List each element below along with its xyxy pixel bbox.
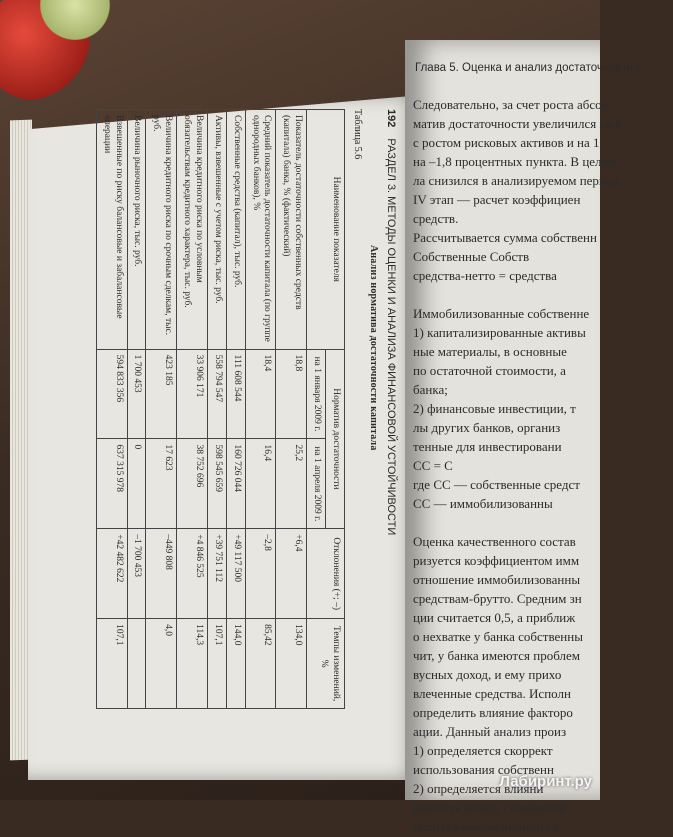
row-name: Показатель достаточности собственных средств (капитала) банка, % (фактический) [276,110,307,350]
value-jan: 423 185 [146,349,177,439]
text-line: ризуется коэффициентом имм [413,553,580,568]
value-jan: 18,8 [276,349,307,439]
value-jan: 18,4 [245,349,276,439]
text-line: отношение иммобилизованны [413,572,581,587]
value-deviation: –2,8 [245,529,276,619]
left-page-content [45,95,405,735]
table-row [96,110,127,709]
text-line: использования собственн [413,762,554,777]
value-deviation: –1 700 453 [127,529,146,619]
value-apr: 17 623 [146,439,177,529]
text-line: лы других банков, организ [413,420,561,435]
page-number: 192 [385,109,397,128]
header-apr: на 1 апреля 2009 г. [307,439,326,529]
value-apr: 637 315 978 [96,439,127,529]
value-rate: 85,42 [245,619,276,709]
header-group: Норматив достаточности [326,349,345,529]
value-apr: 38 752 696 [177,439,208,529]
text-line: о нехватке у банка собственны [413,629,583,644]
table-row [276,110,307,709]
value-jan: 33 906 171 [177,349,208,439]
right-page-text [413,96,673,837]
text-line: СС = С [413,458,453,473]
header-jan: на 1 января 2009 г. [307,349,326,439]
table-row [245,110,276,709]
text-line: Рассчитывается сумма собственн [413,230,597,245]
left-running-header [385,109,397,535]
table-row [226,110,245,709]
value-rate: 4,0 [146,619,177,709]
row-name: Величина кредитного риска по условным обязательствам кредитного характера, тыс. руб. [177,110,208,350]
value-rate [127,619,146,709]
table-number: Таблица 5.6 [352,109,363,160]
table-row [208,110,227,709]
table-body [96,110,306,709]
table-header-row [326,110,345,709]
text-line: банка; [413,382,448,397]
value-deviation: +39 751 112 [208,529,227,619]
value-jan: 558 794 547 [208,349,227,439]
text-line: средствам-брутто. Средним зн [413,591,582,606]
text-line: ции считается 0,5, а приближ [413,610,576,625]
text-line: определить влияние факторо [413,705,573,720]
header-deviation: Отклонения (+; –) [307,529,345,619]
value-jan: 594 833 356 [96,349,127,439]
text-line: на –1,8 процентных пункта. В целом [413,154,617,169]
text-line: ации. Данный анализ произ [413,724,567,739]
value-jan: 1 700 453 [127,349,146,439]
row-name: Величина рыночного риска, тыс. руб. [127,110,146,350]
table-row [177,110,208,709]
value-rate: 134,0 [276,619,307,709]
text-line: чит, у банка имеются проблем [413,648,580,663]
text-line: Оценка качественного состав [413,534,576,549]
row-name: Средний показатель достаточности капитала (по группе однородных банков), % [245,110,276,350]
value-apr: 25,2 [276,439,307,529]
text-line: средства-нетто = средства [413,268,557,283]
section-title: РАЗДЕЛ 3. МЕТОДЫ ОЦЕНКИ И АНАЛИЗА ФИНАНСОВОЙ УСТОЙЧИВОСТИ [385,138,397,536]
text-line: средств. [413,211,459,226]
text-line: где СС — собственные средст [413,477,580,492]
value-rate: 107,1 [96,619,127,709]
row-name: Активы, взвешенные с учетом риска, тыс. руб. [208,110,227,350]
right-running-header: Глава 5. Оценка и анализ достаточности с [415,62,642,74]
text-line: матив достаточности увеличился на 8 [413,116,622,131]
text-line: IV этап — расчет коэффициен [413,192,581,207]
table-row [127,110,146,709]
header-rate: Темпы изменений, % [307,619,345,709]
text-line: вусных доход, и ему прихо [413,667,562,682]
value-rate: 107,1 [208,619,227,709]
value-apr: 0 [127,439,146,529]
text-line: влеченные средства. Исполн [413,686,571,701]
text-line: 1) определяется скоррект [413,743,553,758]
header-name: Наименование показателя [307,110,345,350]
text-line: 2) финансовые инвестиции, т [413,401,576,416]
text-line: с ростом рисковых активов и на 1, [413,135,603,150]
text-line: циента иммобилизации на [413,819,560,834]
row-name: Взвешенные по риску балансовые и забалансовые операции [96,110,127,350]
text-line: СС — иммобилизованны [413,496,553,511]
value-apr: 16,4 [245,439,276,529]
text-line [413,286,673,305]
value-deviation: +6,4 [276,529,307,619]
value-rate: 114,3 [177,619,208,709]
table-row [146,110,177,709]
value-apr: 598 545 659 [208,439,227,529]
text-line: разность между скорректир [413,800,567,815]
text-line: 1) капитализированные активы [413,325,586,340]
text-line: по остаточной стоимости, а [413,363,566,378]
value-deviation: +4 846 525 [177,529,208,619]
text-line: ла снизился в анализируемом период [413,173,619,188]
capital-adequacy-table [96,109,345,709]
watermark: Лабиринт.ру [499,773,592,790]
row-name: Величина кредитного риска по срочным сделкам, тыс. руб. [146,110,177,350]
text-line: тенные для инвестировани [413,439,562,454]
text-line: 2) определяется влияни [413,781,544,796]
text-line: Собственные Собств [413,249,530,264]
value-deviation: +42 482 622 [96,529,127,619]
value-deviation: –449 808 [146,529,177,619]
value-rate: 144,0 [226,619,245,709]
value-apr: 160 726 044 [226,439,245,529]
row-name: Собственные средства (капитал), тыс. руб. [226,110,245,350]
table-title: Анализ норматива достаточности капитала [368,245,379,451]
text-line [413,514,673,533]
text-line: Следовательно, за счет роста абсол [413,97,608,112]
text-line: Иммобилизованные собственне [413,306,590,321]
right-page [405,40,642,834]
value-jan: 111 608 544 [226,349,245,439]
value-deviation: +49 117 500 [226,529,245,619]
text-line: ные материалы, в основные [413,344,567,359]
